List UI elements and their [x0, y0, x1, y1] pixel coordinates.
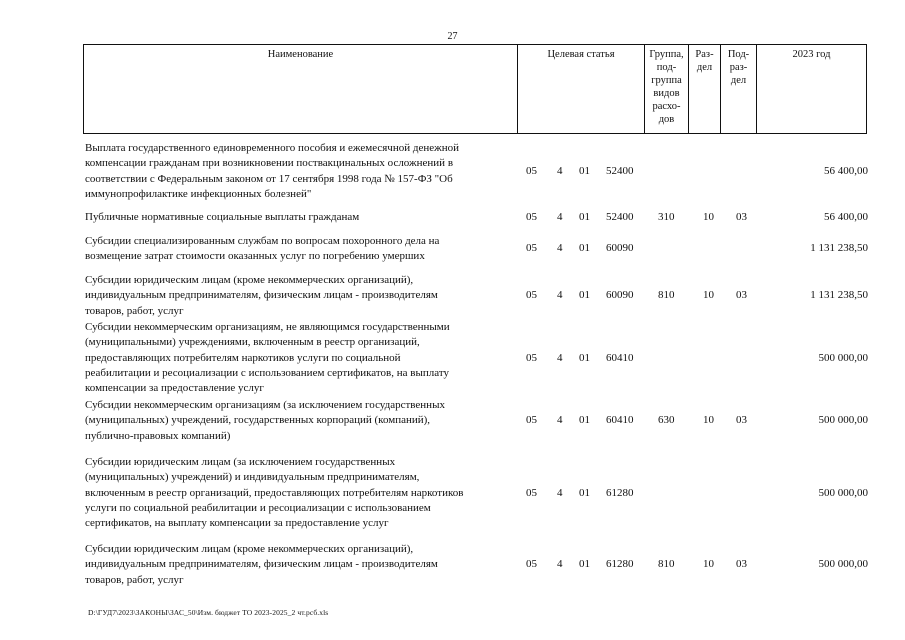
row-code-d: 52400: [606, 211, 634, 223]
row-amount: 500 000,00: [818, 414, 868, 426]
row-amount: 56 400,00: [824, 165, 868, 177]
row-code-a: 05: [526, 558, 537, 570]
row-name: Субсидии специализированным службам по вопросам похоронного дела на возмещение затрат стоимости оказанных услуг по погребению умерших: [85, 235, 440, 263]
row-amount: 1 131 238,50: [810, 289, 868, 301]
row-code-d: 60090: [606, 242, 634, 254]
row-group: 810: [658, 558, 675, 570]
row-name: Субсидии некоммерческим организациям, не являющимся государственными (муниципальными) учреждениями, включенным в реестр организаций, предоставляющих потребителям наркотиков услуги по социальной реабилитации и ресоциализации с использованием сертификатов, на выплату компенсации за предоставление услуг: [85, 321, 450, 395]
row-group: 810: [658, 289, 675, 301]
row-amount: 1 131 238,50: [810, 242, 868, 254]
row-name: Субсидии юридическим лицам (кроме некоммерческих организаций), индивидуальным предпринимателям, физическим лицам - производителям товаров, работ, услуг: [85, 274, 438, 317]
table-row: [85, 455, 870, 532]
row-code-a: 05: [526, 352, 537, 364]
row-code-d: 61280: [606, 558, 634, 570]
table-row: [85, 542, 870, 588]
row-amount: 500 000,00: [818, 487, 868, 499]
row-name: Субсидии юридическим лицам (кроме некоммерческих организаций), индивидуальным предпринимателям, физическим лицам - производителям товаров, работ, услуг: [85, 543, 438, 586]
row-code-b: 4: [557, 289, 563, 301]
row-razdel: 10: [703, 558, 714, 570]
row-code-d: 60090: [606, 289, 634, 301]
table-row: [85, 273, 870, 319]
header-podrazdel-text: Под- раз- дел: [727, 49, 750, 86]
row-amount: 56 400,00: [824, 211, 868, 223]
row-code-c: 01: [579, 165, 590, 177]
row-code-b: 4: [557, 165, 563, 177]
header-podrazdel: [721, 45, 757, 134]
row-code-c: 01: [579, 558, 590, 570]
row-code-a: 05: [526, 414, 537, 426]
row-code-b: 4: [557, 487, 563, 499]
header-group-text: Группа, под- группа видов расхо- дов: [649, 49, 684, 125]
row-razdel: 10: [703, 289, 714, 301]
row-code-a: 05: [526, 289, 537, 301]
row-code-a: 05: [526, 211, 537, 223]
header-name: Наименование: [84, 45, 518, 134]
row-code-d: 61280: [606, 487, 634, 499]
header-razdel-text: Раз- дел: [695, 49, 714, 73]
row-name: Субсидии юридическим лицам (за исключением государственных (муниципальных) учреждений) и индивидуальным предпринимателям, включенным в реестр организаций, предоставляющих потребителям наркотиков услуги по социальной реабилитации и ресоциализации с использованием сертификатов, на выплату компенсации за предоставление услуг: [85, 456, 464, 530]
row-code-b: 4: [557, 352, 563, 364]
row-code-d: 60410: [606, 352, 634, 364]
row-razdel: 10: [703, 211, 714, 223]
row-code-b: 4: [557, 242, 563, 254]
row-name: Публичные нормативные социальные выплаты гражданам: [85, 211, 360, 223]
row-code-a: 05: [526, 242, 537, 254]
row-group: 630: [658, 414, 675, 426]
row-podrazdel: 03: [736, 289, 747, 301]
header-razdel: [689, 45, 721, 134]
row-code-c: 01: [579, 414, 590, 426]
header-group: [645, 45, 689, 134]
row-group: 310: [658, 211, 675, 223]
table-row: [85, 320, 870, 397]
row-code-c: 01: [579, 211, 590, 223]
row-name: Субсидии некоммерческим организациям (за исключением государственных (муниципальных) учреждений, государственных корпораций (компаний), публично-правовых компаний): [85, 399, 445, 442]
row-name: Выплата государственного единовременного пособия и ежемесячной денежной компенсации гражданам при возникновении поствакцинальных осложнений в соответствии с Федеральным законом от 17 сентября 1998 года № 157-ФЗ "Об иммунопрофилактике инфекционных болезней": [85, 142, 459, 200]
row-razdel: 10: [703, 414, 714, 426]
table-row: [85, 234, 870, 265]
table-row: [85, 141, 870, 203]
footer-file-path: D:\ГУД7\2023\ЗАКОНЫ\ЗАС_50\Изм. бюджет ТО 2023-2025_2 чт.рсб.xls: [88, 608, 329, 617]
row-code-d: 52400: [606, 165, 634, 177]
row-code-a: 05: [526, 487, 537, 499]
row-code-b: 4: [557, 211, 563, 223]
table-row: [85, 210, 870, 226]
row-code-c: 01: [579, 487, 590, 499]
header-target-article: Целевая статья: [518, 45, 645, 134]
row-amount: 500 000,00: [818, 558, 868, 570]
row-code-c: 01: [579, 352, 590, 364]
row-code-b: 4: [557, 558, 563, 570]
row-code-d: 60410: [606, 414, 634, 426]
header-year: 2023 год: [757, 45, 867, 134]
row-code-a: 05: [526, 165, 537, 177]
row-code-b: 4: [557, 414, 563, 426]
row-podrazdel: 03: [736, 211, 747, 223]
page-number: 27: [447, 31, 458, 42]
table-header: [83, 44, 867, 134]
table-row: [85, 398, 870, 444]
row-code-c: 01: [579, 289, 590, 301]
row-podrazdel: 03: [736, 558, 747, 570]
row-podrazdel: 03: [736, 414, 747, 426]
row-code-c: 01: [579, 242, 590, 254]
row-amount: 500 000,00: [818, 352, 868, 364]
